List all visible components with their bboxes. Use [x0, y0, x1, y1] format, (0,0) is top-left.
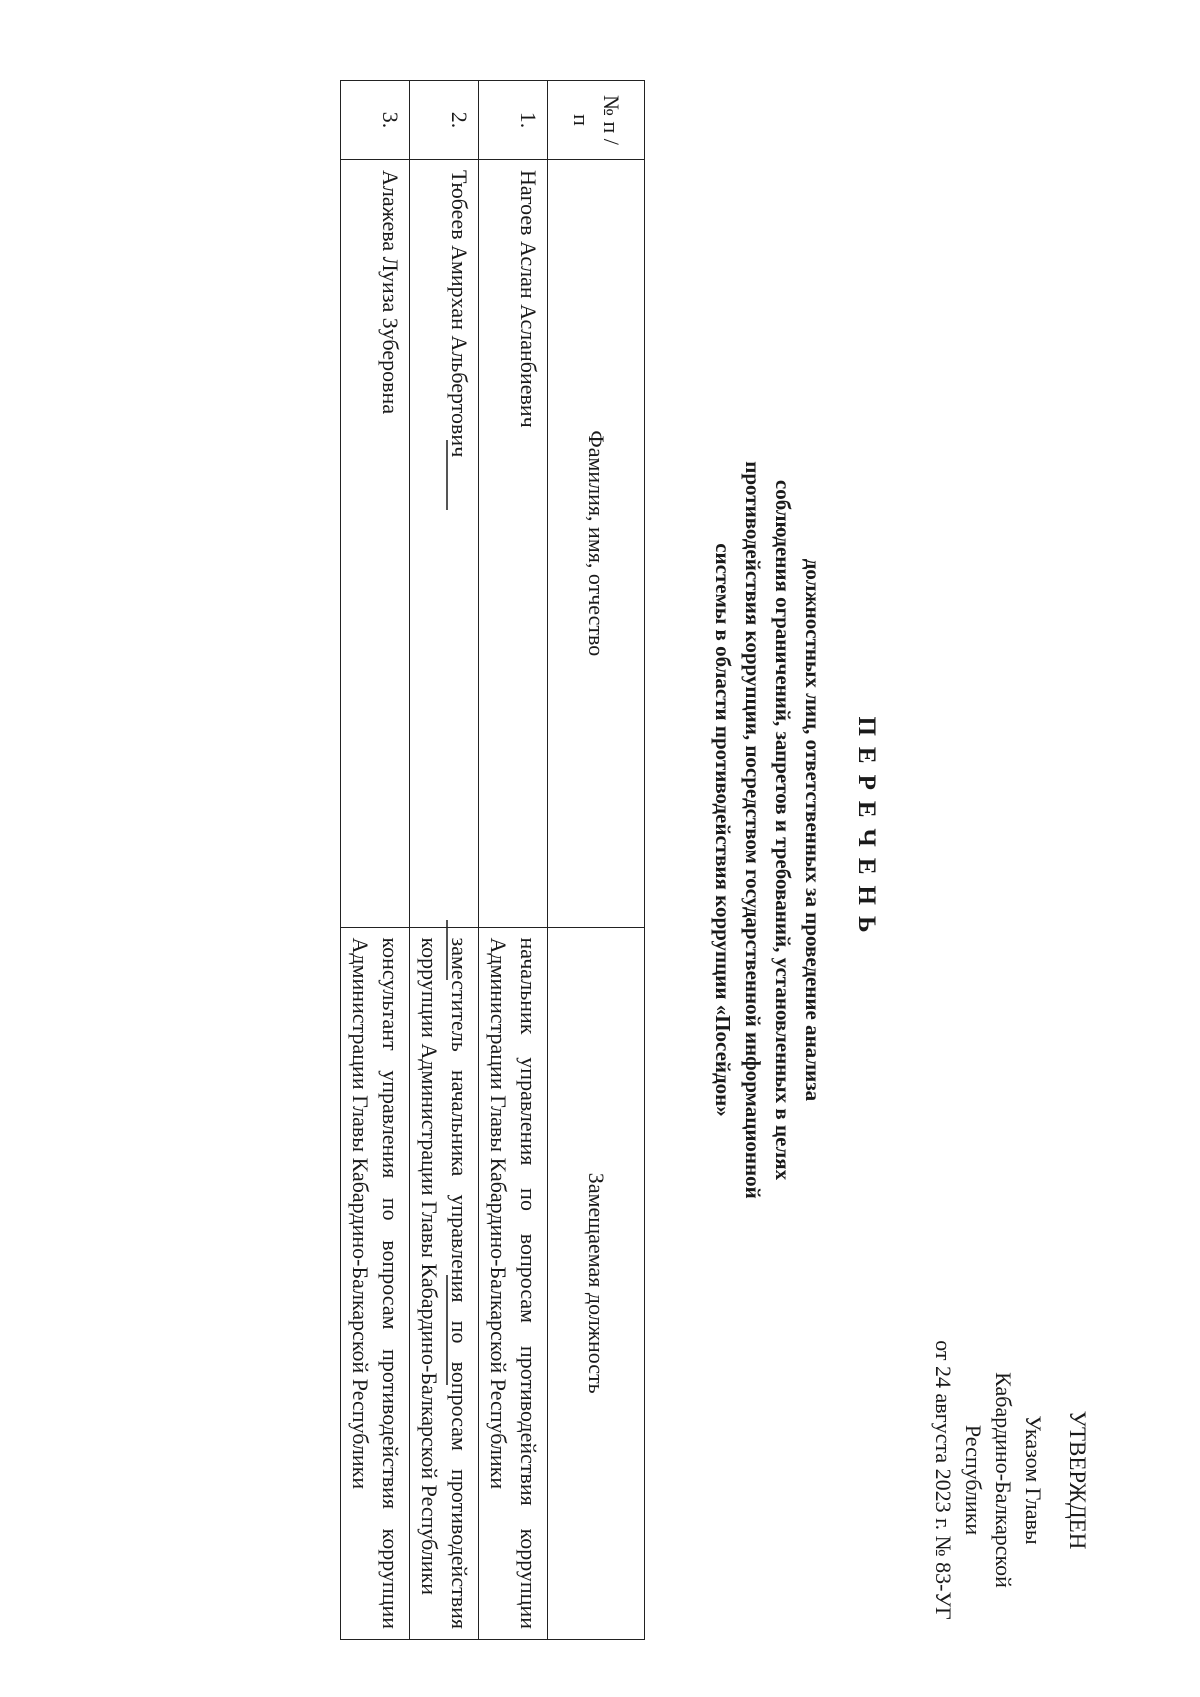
- rotated-document-page: [100, 20, 1200, 1660]
- table-row: [341, 81, 410, 1640]
- table-header-row: [548, 81, 645, 1640]
- document-subtitle-line: системы в области противодействия коррупции «Посейдон»: [711, 543, 735, 1117]
- row-name: Нагоев Аслан Асланбиевич: [479, 160, 548, 928]
- document-subtitle-line: противодействия коррупции, посредством государственной информационной: [741, 461, 765, 1199]
- approval-line: Кабардино-Балкарской Республики: [961, 1372, 1016, 1588]
- table-row: [410, 81, 479, 1640]
- document-subtitle-line: должностных лиц, ответственных за проведение анализа: [801, 558, 825, 1102]
- approval-line: Указом Главы: [1021, 1415, 1046, 1545]
- header-number: № п /п: [548, 81, 645, 160]
- approval-date-line: от 24 августа 2023 г. № 83-УГ: [931, 1340, 956, 1620]
- header-position: Замещаемая должность: [548, 927, 645, 1639]
- approval-block: [928, 1315, 1092, 1645]
- row-number: 3.: [341, 81, 410, 160]
- approval-heading: УТВЕРЖДЕН: [1065, 1410, 1090, 1550]
- document-heading: [708, 200, 880, 1460]
- document-title: ПЕРЕЧЕНЬ: [853, 716, 880, 944]
- row-position: заместитель начальника управления по вопросам противодействия коррупции Администрации Главы Кабардино-Балкарской Республики: [410, 927, 479, 1639]
- row-name: Алажева Луиза Зуберовна: [341, 160, 410, 928]
- table-row: [479, 81, 548, 1640]
- row-position: консультант управления по вопросам противодействия коррупции Администрации Главы Кабардино-Балкарской Республики: [341, 927, 410, 1639]
- row-number: 1.: [479, 81, 548, 160]
- officials-table: [340, 80, 645, 1640]
- header-name: Фамилия, имя, отчество: [548, 160, 645, 928]
- row-name: Тюбеев Амирхан Альбертович: [410, 160, 479, 928]
- row-number: 2.: [410, 81, 479, 160]
- document-subtitle-line: соблюдения ограничений, запретов и требований, установленных в целях: [771, 479, 795, 1181]
- row-position: начальник управления по вопросам противодействия коррупции Администрации Главы Кабардино-Балкарской Республики: [479, 927, 548, 1639]
